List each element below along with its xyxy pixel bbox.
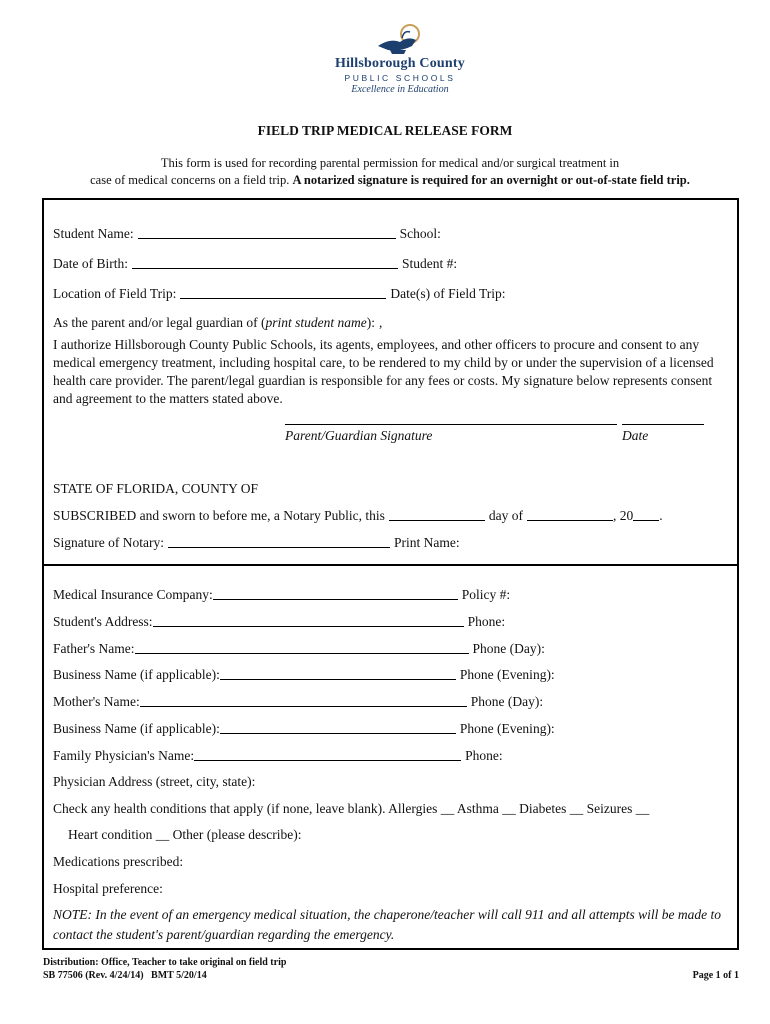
section-divider [42, 564, 739, 566]
row-student-name [53, 224, 725, 242]
row-mother [53, 692, 725, 710]
guardian-signature-label: Parent/Guardian Signature [285, 428, 433, 443]
row-conditions [53, 799, 725, 817]
logo-tagline: Excellence in Education [351, 84, 449, 95]
month-field[interactable] [527, 520, 613, 521]
guardian-signature-field[interactable] [285, 424, 617, 425]
address-field[interactable] [153, 626, 464, 627]
physician-phone-label: Phone: [465, 748, 503, 763]
mother-label: Mother's Name: [53, 694, 140, 709]
father-business-label: Business Name (if applicable): [53, 667, 220, 682]
footer-left [43, 956, 286, 982]
state-label: STATE OF FLORIDA, COUNTY OF [53, 481, 259, 496]
guardian-label-post: ): [366, 315, 376, 330]
father-field[interactable] [135, 653, 469, 654]
physician-label: Family Physician's Name: [53, 748, 195, 763]
year-suffix: . [659, 508, 663, 523]
row-heart [68, 825, 725, 843]
father-business-field[interactable] [220, 679, 456, 680]
year-field[interactable] [633, 520, 659, 521]
day-field[interactable] [389, 520, 485, 521]
hospital-label: Hospital preference: [53, 881, 163, 896]
address-label: Student's Address: [53, 614, 153, 629]
row-location [53, 284, 725, 302]
guardian-label-italic: print student name [265, 315, 367, 330]
form-code: SB 77506 (Rev. 4/24/14) BMT 5/20/14 [43, 970, 207, 981]
print-name-label: Print Name: [393, 535, 460, 550]
year-prefix: , 20 [612, 508, 634, 523]
intro-line2: case of medical concerns on a field trip. [90, 173, 290, 187]
insurance-field[interactable] [213, 599, 458, 600]
consent-paragraph: I authorize Hillsborough County Public Schools, its agents, employees, and other officers to procure and consent to any medical emergency treatment, including hospital care, to be rendered to my child by or under the supervision of a licensed health care provider. The parent/legal guardian is responsible for any fees or costs. My signature below represents consent and agreement to the matters stated above. [53, 337, 714, 406]
policy-label: Policy #: [461, 587, 511, 602]
row-physician [53, 746, 725, 764]
father-phone-label: Phone (Day): [472, 641, 545, 656]
row-medications [53, 852, 725, 870]
mother-field[interactable] [140, 706, 467, 707]
guardian-comma: , [379, 315, 383, 330]
school-label: School: [399, 226, 441, 241]
row-notary [53, 533, 725, 551]
row-mother-business [53, 719, 725, 737]
row-guardian [53, 313, 725, 331]
insurance-label: Medical Insurance Company: [53, 587, 213, 602]
heart-label: Heart condition __ Other (please describe): [68, 827, 302, 842]
page-number: Page 1 of 1 [692, 970, 739, 981]
genie-lamp-icon [370, 24, 430, 58]
father-evening-label: Phone (Evening): [459, 667, 555, 682]
mother-evening-label: Phone (Evening): [459, 721, 555, 736]
conditions-label: Check any health conditions that apply (if none, leave blank). Allergies __ Asthma __ Diabetes __ Seizures __ [53, 801, 650, 816]
row-father-business [53, 665, 725, 683]
dob-label: Date of Birth: [53, 256, 128, 271]
medications-label: Medications prescribed: [53, 854, 184, 869]
notary-sig-label: Signature of Notary: [53, 535, 164, 550]
location-label: Location of Field Trip: [53, 286, 177, 301]
district-logo [330, 24, 470, 106]
row-state [53, 479, 725, 497]
emergency-note: NOTE: In the event of an emergency medical situation, the chaperone/teacher will call 911 and all attempts will be made to contact the student's parent/guardian regarding the emergency. [53, 907, 721, 942]
address-phone-label: Phone: [467, 614, 506, 629]
intro-line1: This form is used for recording parental permission for medical and/or surgical treatment in [160, 156, 620, 170]
physician-field[interactable] [194, 760, 461, 761]
dates-label: Date(s) of Field Trip: [390, 286, 506, 301]
signature-date-field[interactable] [622, 424, 704, 425]
row-insurance [53, 585, 725, 603]
dob-field[interactable] [132, 268, 398, 269]
notary-sig-field[interactable] [168, 547, 390, 548]
row-hospital [53, 879, 725, 897]
student-name-field[interactable] [138, 238, 396, 239]
logo-line1: Hillsborough County [335, 56, 465, 71]
date-label: Date [622, 428, 649, 443]
day-of-label: day of [488, 508, 523, 523]
mother-phone-label: Phone (Day): [470, 694, 544, 709]
mother-business-field[interactable] [220, 733, 456, 734]
father-label: Father's Name: [53, 641, 135, 656]
location-field[interactable] [180, 298, 386, 299]
row-address [53, 612, 725, 630]
form-title: FIELD TRIP MEDICAL RELEASE FORM [257, 123, 513, 138]
intro-bold: A notarized signature is required for an overnight or out-of-state field trip. [292, 173, 690, 187]
row-father [53, 639, 725, 657]
physician-address-label: Physician Address (street, city, state): [53, 774, 256, 789]
intro-text [60, 155, 720, 189]
logo-line2: PUBLIC SCHOOLS [344, 73, 456, 83]
student-num-label: Student #: [401, 256, 458, 271]
row-dob [53, 254, 725, 272]
row-physician-address [53, 772, 725, 790]
row-subscribed [53, 506, 725, 524]
guardian-label-pre: As the parent and/or legal guardian of ( [53, 315, 266, 330]
mother-business-label: Business Name (if applicable): [53, 721, 220, 736]
student-name-label: Student Name: [53, 226, 134, 241]
subscribed-label: SUBSCRIBED and sworn to before me, a Notary Public, this [53, 508, 385, 523]
distribution-text: Distribution: Office, Teacher to take original on field trip [43, 957, 287, 968]
